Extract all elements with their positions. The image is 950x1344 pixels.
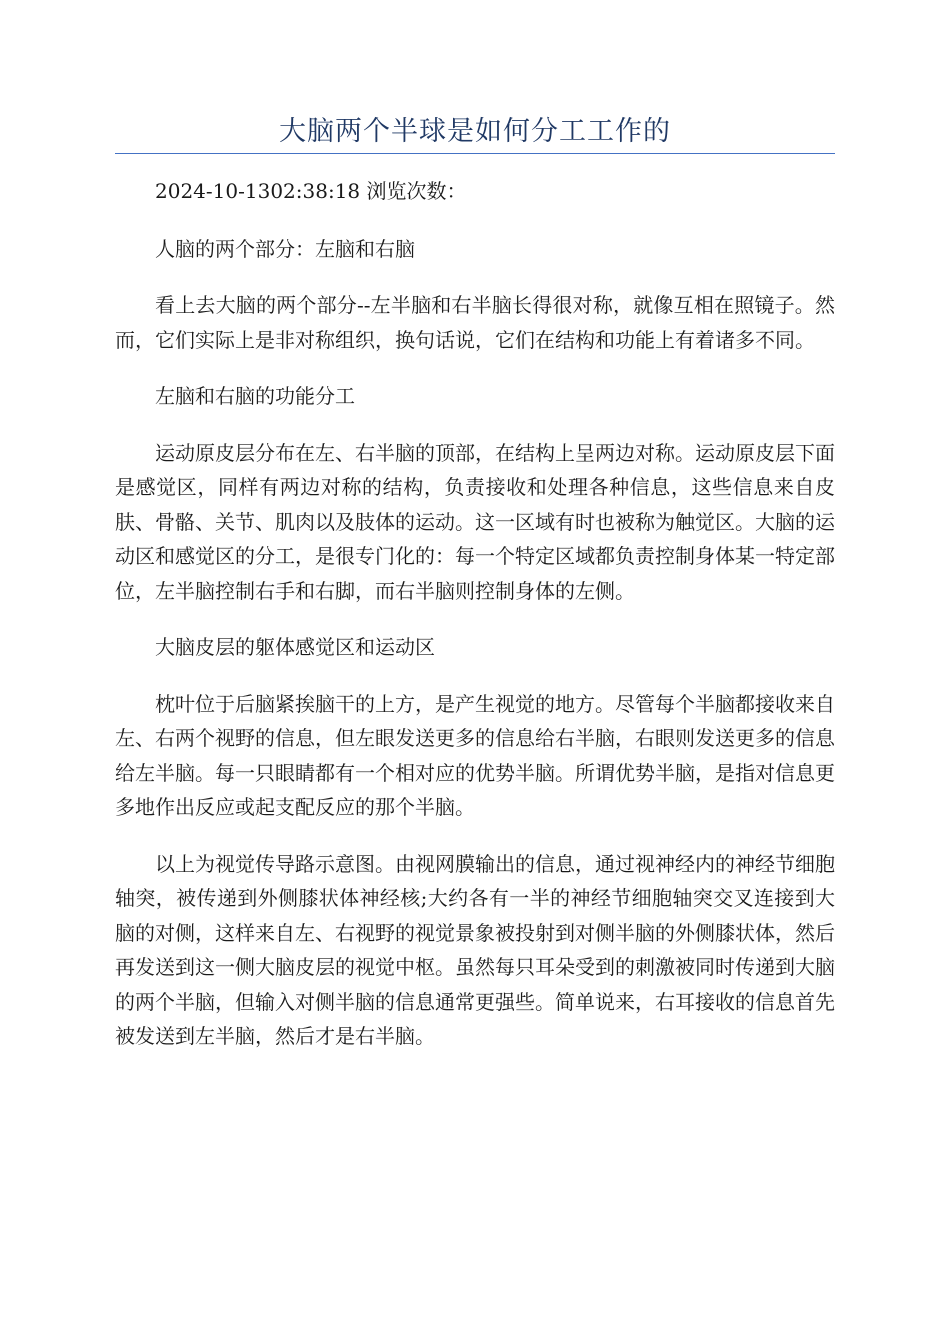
document-title: 大脑两个半球是如何分工工作的 — [279, 116, 671, 147]
body-paragraph-4: 以上为视觉传导路示意图。由视网膜输出的信息，通过视神经内的神经节细胞轴突，被传递到外侧膝状体神经核;大约各有一半的神经节细胞轴突交叉连接到大脑的对侧，这样来自左、右视野的视觉景象被投射到对侧半脑的外侧膝状体，然后再发送到这一侧大脑皮层的视觉中枢。虽然每只耳朵受到的刺激被同时传递到大脑的两个半脑，但输入对侧半脑的信息通常更强些。简单说来，右耳接收的信息首先被发送到左半脑，然后才是右半脑。 — [115, 851, 835, 1048]
section-heading-3: 大脑皮层的躯体感觉区和运动区 — [155, 635, 435, 659]
body-paragraph-3: 枕叶位于后脑紧挨脑干的上方，是产生视觉的地方。尽管每个半脑都接收来自左、右两个视野的信息，但左眼发送更多的信息给右半脑，右眼则发送更多的信息给左半脑。每一只眼睛都有一个相对应的优势半脑。所谓优势半脑，是指对信息更多地作出反应或起支配反应的那个半脑。 — [115, 691, 835, 819]
document-body — [115, 174, 835, 1076]
body-paragraph-2: 运动原皮层分布在左、右半脑的顶部，在结构上呈两边对称。运动原皮层下面是感觉区，同样有两边对称的结构，负责接收和处理各种信息，这些信息来自皮肤、骨骼、关节、肌肉以及肢体的运动。这一区域有时也被称为触觉区。大脑的运动区和感觉区的分工，是很专门化的：每一个特定区域都负责控制身体某一特定部位，左半脑控制右手和右脚，而右半脑则控制身体的左侧。 — [115, 440, 835, 603]
body-paragraph-1: 看上去大脑的两个部分--左半脑和右半脑长得很对称，就像互相在照镜子。然而，它们实际上是非对称组织，换句话说，它们在结构和功能上有着诸多不同。 — [115, 293, 835, 352]
section-heading-1: 人脑的两个部分：左脑和右脑 — [155, 236, 415, 261]
title-underline — [115, 153, 835, 154]
section-heading-2: 左脑和右脑的功能分工 — [155, 384, 355, 408]
publish-meta-line: 2024-10-1302:38:18 浏览次数： — [155, 179, 467, 203]
